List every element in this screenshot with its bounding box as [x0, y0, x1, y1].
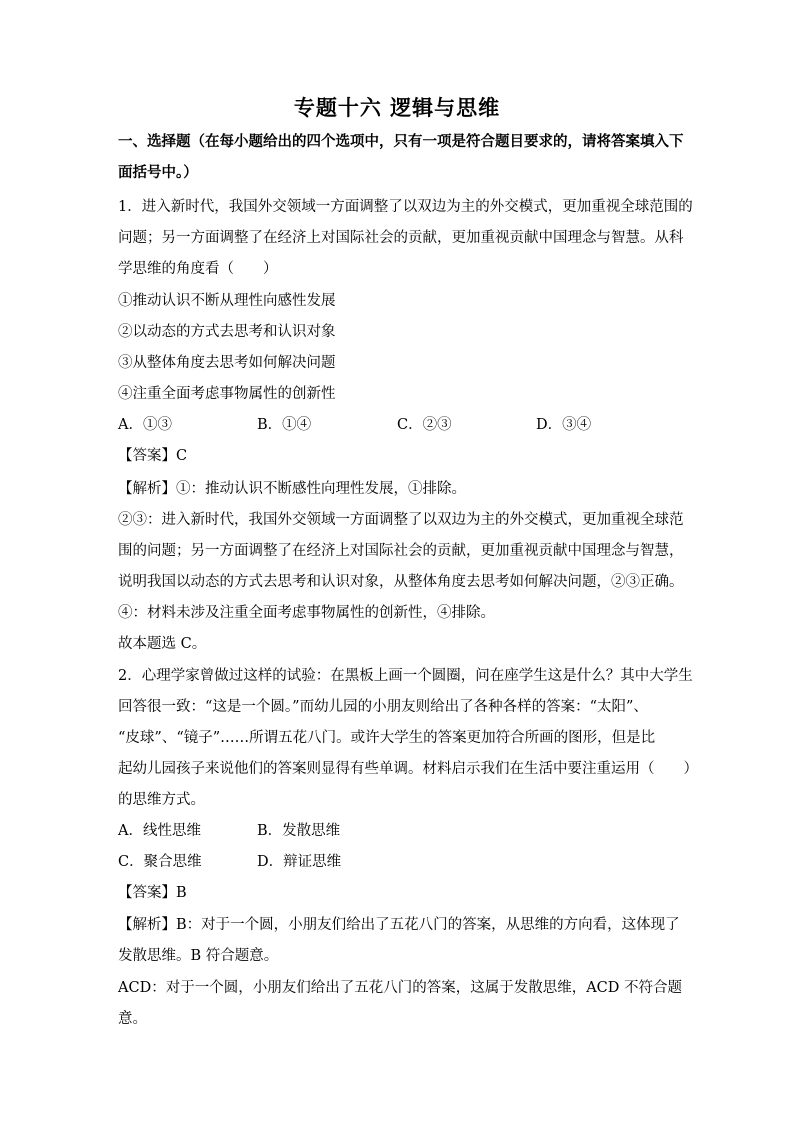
- q1-analysis-line-5: ④：材料未涉及注重全面考虑事物属性的创新性，④排除。: [118, 605, 495, 621]
- q1-stem-line-1: 1．进入新时代，我国外交领域一方面调整了以双边为主的外交模式，更加重视全球范围的: [118, 199, 693, 215]
- q2-stem-line-4: 起幼儿园孩子来说他们的答案则显得有些单调。材料启示我们在生活中要注重运用（ ）: [118, 761, 698, 777]
- q1-option-a: A．①③: [118, 417, 172, 433]
- q2-analysis-line-4: 意。: [118, 1011, 147, 1027]
- q2-option-c: C．聚合思维: [118, 854, 202, 870]
- q1-option-d: D．③④: [536, 417, 592, 433]
- q1-analysis-line-2: ②③：进入新时代，我国外交领域一方面调整了以双边为主的外交模式，更加重视全球范: [118, 512, 684, 528]
- q1-item-2: ②以动态的方式去思考和认识对象: [118, 324, 336, 340]
- q1-item-3: ③从整体角度去思考如何解决问题: [118, 355, 336, 371]
- q1-conclusion: 故本题选 C。: [118, 636, 207, 652]
- q2-answer: 【答案】B: [118, 885, 187, 901]
- section-heading-cont: 面括号中。）: [118, 164, 198, 181]
- q2-stem-line-2: 回答很一致：“这是一个圆。”而幼儿园的小朋友则给出了各种各样的答案：“太阳”、: [118, 699, 648, 715]
- q1-answer: 【答案】C: [118, 448, 188, 464]
- q1-stem-line-2: 问题；另一方面调整了在经济上对国际社会的贡献，更加重视贡献中国理念与智慧。从科: [118, 230, 684, 246]
- section-heading: 一、选择题（在每小题给出的四个选项中，只有一项是符合题目要求的，请将答案填入下: [118, 133, 684, 150]
- q2-option-d: D．辩证思维: [257, 854, 342, 870]
- q1-stem-line-3: 学思维的角度看（ ）: [118, 261, 278, 277]
- q2-option-a: A．线性思维: [118, 823, 201, 839]
- q2-analysis-line-3: ACD：对于一个圆，小朋友们给出了五花八门的答案，这属于发散思维，ACD 不符合题: [118, 980, 682, 996]
- q2-analysis-line-2: 发散思维。B 符合题意。: [118, 948, 279, 964]
- q1-analysis-line-4: 说明我国以动态的方式去思考和认识对象，从整体角度去思考如何解决问题，②③正确。: [118, 574, 684, 590]
- q1-option-b: B．①④: [257, 417, 312, 433]
- q2-stem-line-1: 2．心理学家曾做过这样的试验：在黑板上画一个圆圈，问在座学生这是什么？其中大学生: [118, 668, 693, 684]
- page-title: 专题十六 逻辑与思维: [293, 95, 501, 120]
- q1-item-1: ①推动认识不断从理性向感性发展: [118, 293, 336, 309]
- q1-item-4: ④注重全面考虑事物属性的创新性: [118, 386, 336, 402]
- q1-analysis-line-1: 【解析】①：推动认识不断感性向理性发展，①排除。: [118, 481, 466, 497]
- q1-option-c: C．②③: [397, 417, 452, 433]
- q2-stem-line-5: 的思维方式。: [118, 792, 205, 808]
- q2-option-b: B．发散思维: [257, 823, 341, 839]
- q2-analysis-line-1: 【解析】B：对于一个圆，小朋友们给出了五花八门的答案，从思维的方向看，这体现了: [118, 917, 680, 933]
- q1-analysis-line-3: 围的问题；另一方面调整了在经济上对国际社会的贡献，更加重视贡献中国理念与智慧，: [118, 543, 684, 559]
- q2-stem-line-3: “皮球”、“镜子”……所谓五花八门。或许大学生的答案更加符合所画的图形，但是比: [118, 730, 656, 746]
